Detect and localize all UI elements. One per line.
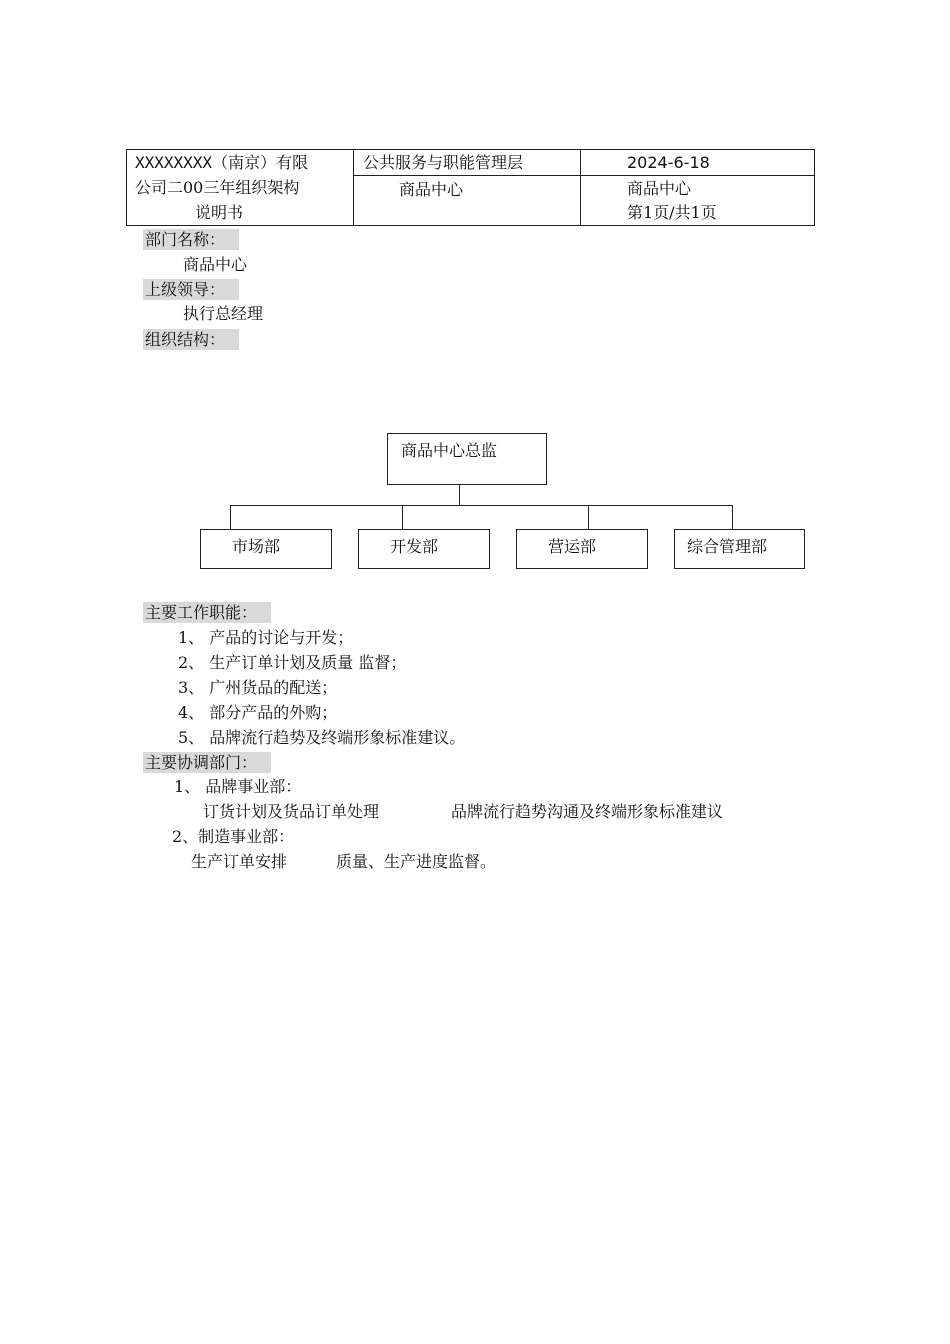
org-child-box bbox=[358, 529, 490, 569]
company-line-2: 公司二00三年组织架构 bbox=[135, 178, 300, 197]
connector-line bbox=[459, 485, 460, 506]
company-line-3: 说明书 bbox=[195, 203, 244, 222]
table-divider bbox=[353, 150, 354, 225]
org-child-label: 营运部 bbox=[548, 537, 597, 556]
dept-name-label: 部门名称： bbox=[143, 229, 239, 250]
coord-item-title: 1、 品牌事业部： bbox=[174, 777, 302, 796]
coord-item-detail: 品牌流行趋势沟通及终端形象标准建议 bbox=[451, 802, 724, 821]
table-divider bbox=[353, 175, 814, 176]
duty-item: 5、 品牌流行趋势及终端形象标准建议。 bbox=[178, 728, 466, 747]
table-divider bbox=[580, 150, 581, 225]
org-child-label: 市场部 bbox=[232, 537, 281, 556]
coord-label: 主要协调部门： bbox=[143, 752, 271, 773]
connector-line bbox=[732, 505, 733, 529]
superior-label: 上级领导： bbox=[143, 279, 239, 300]
duty-item: 4、 部分产品的外购； bbox=[178, 703, 338, 722]
coord-item-detail: 订货计划及货品订单处理 bbox=[203, 802, 380, 821]
connector-line bbox=[230, 505, 733, 506]
org-child-box bbox=[516, 529, 648, 569]
connector-line bbox=[402, 505, 403, 529]
dept-cell: 商品中心 bbox=[399, 180, 464, 199]
company-line-1: XXXXXXXX（南京）有限 bbox=[135, 153, 309, 172]
coord-item-title: 2、制造事业部： bbox=[172, 827, 295, 846]
connector-line bbox=[588, 505, 589, 529]
date-cell: 2024-6-18 bbox=[627, 153, 710, 172]
org-top-label: 商品中心总监 bbox=[401, 441, 498, 460]
header-table bbox=[126, 149, 815, 226]
duties-label: 主要工作职能： bbox=[143, 602, 271, 623]
layer-title: 公共服务与职能管理层 bbox=[363, 153, 524, 172]
connector-line bbox=[230, 505, 231, 529]
duty-item: 2、 生产订单计划及质量 监督； bbox=[178, 653, 407, 672]
dept-right-cell: 商品中心 bbox=[627, 179, 692, 198]
duty-item: 3、 广州货品的配送； bbox=[178, 678, 338, 697]
coord-item-detail: 生产订单安排 bbox=[191, 852, 288, 871]
coord-item-detail: 质量、生产进度监督。 bbox=[336, 852, 497, 871]
org-child-box bbox=[674, 529, 805, 569]
org-top-box bbox=[387, 433, 547, 485]
structure-label: 组织结构： bbox=[143, 329, 239, 350]
dept-name-value: 商品中心 bbox=[183, 255, 248, 274]
duty-item: 1、 产品的讨论与开发； bbox=[178, 628, 354, 647]
org-child-label: 综合管理部 bbox=[687, 537, 768, 556]
org-child-label: 开发部 bbox=[390, 537, 439, 556]
org-child-box bbox=[200, 529, 332, 569]
superior-value: 执行总经理 bbox=[183, 304, 264, 323]
page-number: 第1页/共1页 bbox=[627, 203, 717, 222]
